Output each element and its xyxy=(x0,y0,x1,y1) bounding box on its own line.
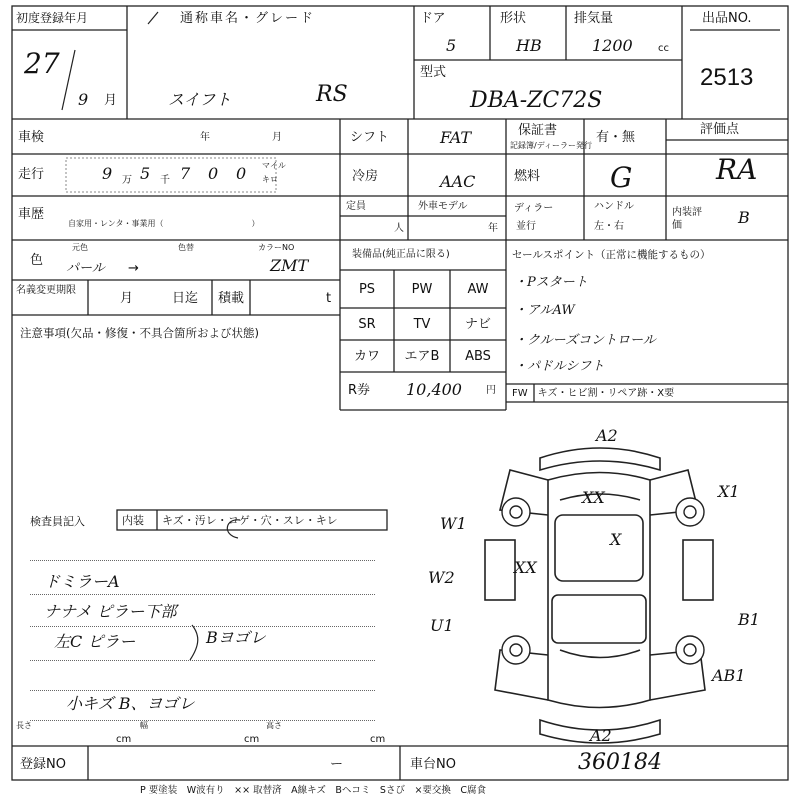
dealer-value: 並行 xyxy=(516,221,536,232)
caution-label: 注意事項(欠品・修復・不具合箇所および状態) xyxy=(20,326,259,340)
inspector-interior-types: キズ・汚レ・コゲ・穴・スレ・キレ xyxy=(162,514,338,527)
model-label: 型式 xyxy=(420,65,447,80)
inspection-label: 車検 xyxy=(18,130,45,145)
mileage-digit-1: 9 xyxy=(102,164,113,183)
equipment-item-abs: ABS xyxy=(465,349,491,364)
shift-value: FAT xyxy=(440,128,472,147)
original-color-label: 元色 xyxy=(72,243,88,252)
import-unit: 年 xyxy=(488,223,498,234)
inspector-label: 検査員記入 xyxy=(30,515,85,528)
reg-no-dash: ー xyxy=(330,757,344,772)
diagram-label: W1 xyxy=(440,514,467,533)
diagram-label: U1 xyxy=(430,616,454,635)
equipment-item-sr: SR xyxy=(358,317,376,332)
recycle-unit: 円 xyxy=(486,385,496,396)
reg-no-label: 登録NO xyxy=(20,757,66,772)
fuel-label: 燃料 xyxy=(514,169,541,184)
color-no-value: ZMT xyxy=(270,256,309,275)
km-unit: キロ xyxy=(262,175,278,184)
handle-value: 左・右 xyxy=(594,221,624,232)
equipment-item-pw: PW xyxy=(411,282,433,297)
ac-value: AAC xyxy=(440,172,476,191)
diagram-label: W2 xyxy=(428,568,455,587)
title-change-label: 名義変更期限 xyxy=(16,285,76,296)
interior-value: B xyxy=(738,208,750,227)
changed-color-label: 色替 xyxy=(178,243,194,252)
chassis-value: 360184 xyxy=(578,750,662,775)
lot-value: 2513 xyxy=(700,64,754,91)
load-unit: t xyxy=(326,291,332,306)
diagram-label: XX xyxy=(514,558,537,577)
door-value: 5 xyxy=(446,36,457,55)
equipment-item-leather: カワ xyxy=(353,349,380,364)
color-no-label: カラーNO xyxy=(258,243,295,252)
diagram-label: AB1 xyxy=(712,666,746,685)
displacement-value: 1200 xyxy=(592,36,633,55)
warranty-sub: 記録簿/ディーラー発行 xyxy=(510,141,593,150)
inspection-month-unit: 月 xyxy=(272,132,282,143)
reg-month-unit: 月 xyxy=(104,93,118,108)
warranty-label: 保証書 xyxy=(518,123,558,138)
sen-unit: 千 xyxy=(160,175,170,186)
length-label: 長さ xyxy=(16,721,32,730)
diagram-label: A2 xyxy=(590,726,612,745)
note-line xyxy=(30,690,375,691)
shape-label: 形状 xyxy=(500,11,527,26)
sales-point-item: ・クルーズコントロール xyxy=(514,333,656,348)
width-unit: cm xyxy=(244,734,260,745)
capacity-label: 定員 xyxy=(346,201,366,212)
note-line xyxy=(30,626,375,627)
equipment-title: 装備品(純正品に限る) xyxy=(352,249,450,260)
diagram-label: X xyxy=(610,530,622,549)
original-color-value: パール xyxy=(66,261,105,276)
import-label: 外車モデル xyxy=(418,201,468,212)
ac-label: 冷房 xyxy=(352,169,379,184)
handle-label: ハンドル xyxy=(594,201,634,212)
color-label: 色 xyxy=(30,253,44,268)
sales-point-item: ・パドルシフト xyxy=(514,359,605,374)
fuel-value: G xyxy=(610,161,633,194)
note-handwritten: ドミラーA xyxy=(44,572,120,591)
cc-unit: cc xyxy=(658,43,669,54)
sales-point-item: ・アルAW xyxy=(514,303,575,318)
rating-label: 評価点 xyxy=(700,122,740,137)
note-handwritten: 小キズ B、ヨゴレ xyxy=(66,694,195,713)
equipment-item-ps: PS xyxy=(358,282,376,297)
title-change-month: 月 xyxy=(120,291,134,306)
diagram-label: A2 xyxy=(596,426,618,445)
history-options: 自家用・レンタ・事業用（ ） xyxy=(68,219,260,228)
height-unit: cm xyxy=(370,734,386,745)
man-unit: 万 xyxy=(122,175,132,186)
lot-label: 出品NO. xyxy=(702,11,752,26)
note-line xyxy=(30,594,375,595)
sales-point-item: ・Pスタート xyxy=(514,275,588,290)
dealer-label: ディラー xyxy=(514,203,554,214)
first-reg-label: 初度登録年月 xyxy=(16,11,89,25)
sales-points-legend: FW キズ・ヒビ割・リペア跡・X要 xyxy=(512,388,675,399)
interior-label: 内装評価 xyxy=(672,207,702,231)
capacity-unit: 人 xyxy=(394,223,404,234)
note-handwritten: ナナメ ピラー下部 xyxy=(44,602,177,621)
recycle-value: 10,400 xyxy=(406,380,462,399)
note-line xyxy=(30,720,375,721)
shape-value: HB xyxy=(516,36,542,55)
inspector-interior-tab: 内装 xyxy=(122,514,144,527)
mile-unit: マイル xyxy=(262,161,286,170)
mileage-label: 走行 xyxy=(18,167,45,182)
inspection-year-unit: 年 xyxy=(200,132,210,143)
diagram-label: XX xyxy=(582,488,605,507)
diagram-label: X1 xyxy=(718,482,740,501)
displacement-label: 排気量 xyxy=(574,11,614,26)
chassis-label: 車台NO xyxy=(410,757,456,772)
grade: RS xyxy=(316,82,348,107)
height-label: 高さ xyxy=(266,721,282,730)
note-handwritten: Bヨゴレ xyxy=(206,628,266,647)
title-change-day: 日迄 xyxy=(172,291,199,306)
history-label: 車歴 xyxy=(18,207,45,222)
recycle-label: R券 xyxy=(348,383,371,398)
equipment-item-tv: TV xyxy=(413,317,431,332)
rating-value: RA xyxy=(716,153,758,186)
reg-month: 9 xyxy=(78,90,89,109)
load-label: 積載 xyxy=(218,291,245,306)
name-grade-label: 通称車名・グレード xyxy=(180,11,316,26)
model-value: DBA-ZC72S xyxy=(470,88,603,113)
mileage-digit-5: 0 xyxy=(236,164,247,183)
color-arrow: → xyxy=(128,261,139,276)
width-label: 幅 xyxy=(140,721,148,730)
diagram-label: B1 xyxy=(738,610,760,629)
equipment-item-navi: ナビ xyxy=(464,317,491,332)
reg-year: 27 xyxy=(24,47,60,80)
note-line xyxy=(30,660,375,661)
equipment-item-airbag: エアB xyxy=(404,349,440,364)
mileage-digit-2: 5 xyxy=(140,164,151,183)
damage-legend: P 要塗装 W波有り ×× 取替済 A線キズ Bヘコミ Sさび ×要交換 C腐食 xyxy=(140,785,487,796)
car-name: スイフト xyxy=(168,90,232,109)
door-label: ドア xyxy=(420,11,446,26)
note-line xyxy=(30,560,375,561)
shift-label: シフト xyxy=(350,130,390,145)
length-unit: cm xyxy=(116,734,132,745)
sales-points-title: セールスポイント（正常に機能するもの） xyxy=(512,249,711,261)
warranty-yes-no: 有・無 xyxy=(596,130,636,145)
mileage-digit-4: 0 xyxy=(208,164,219,183)
note-handwritten: 左C ピラー xyxy=(54,632,136,651)
equipment-item-aw: AW xyxy=(467,282,489,297)
mileage-digit-3: 7 xyxy=(180,164,191,183)
